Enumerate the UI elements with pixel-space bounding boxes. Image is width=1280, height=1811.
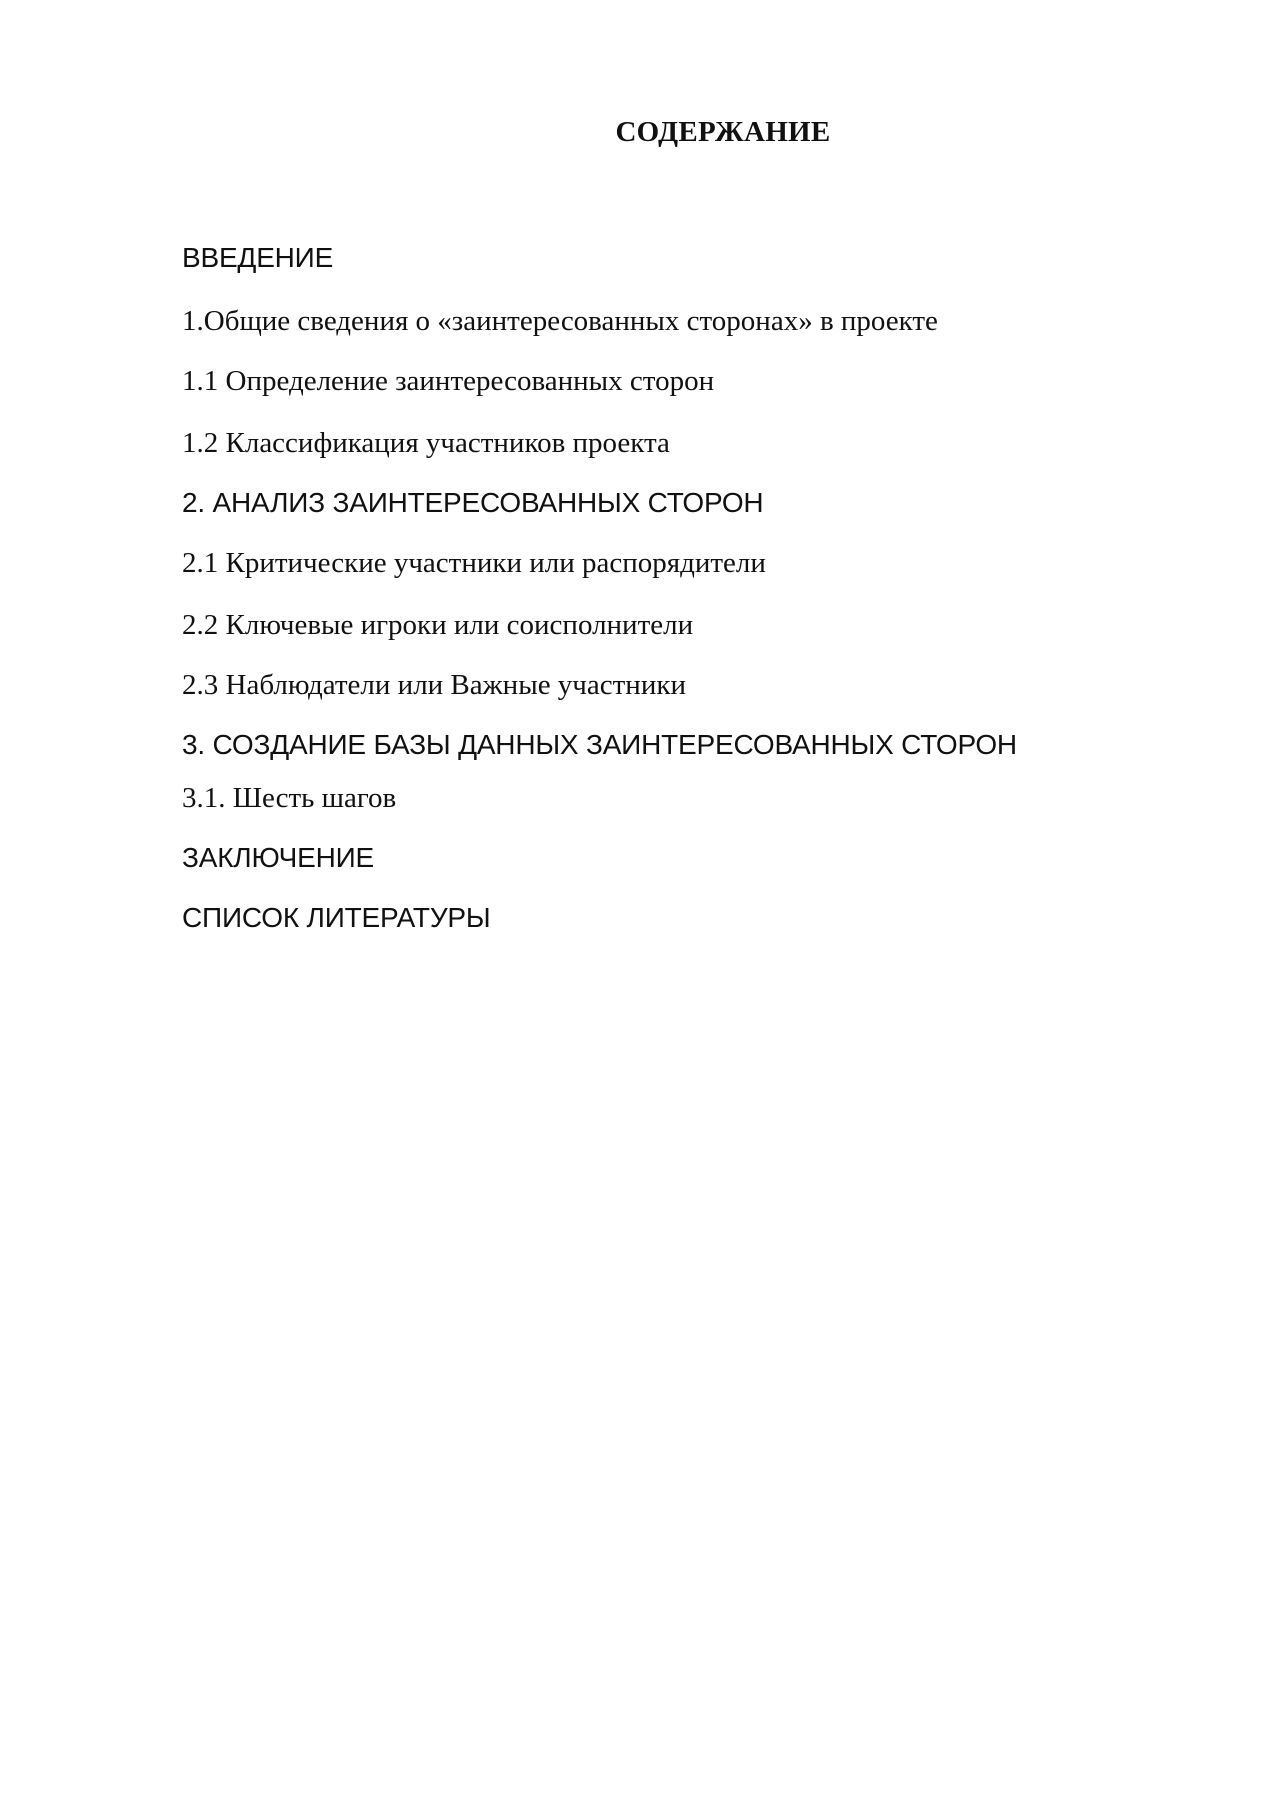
- toc-item-conclusion: ЗАКЛЮЧЕНИЕ: [182, 842, 374, 873]
- toc-item-1-2: 1.2 Классификация участников проекта: [182, 427, 670, 459]
- toc-item-introduction: ВВЕДЕНИЕ: [182, 242, 334, 273]
- toc-item-2-1: 2.1 Критические участники или распорядители: [182, 547, 766, 579]
- toc-item-1: 1.Общие сведения о «заинтересованных сторонах» в проекте: [182, 305, 938, 337]
- toc-item-references: СПИСОК ЛИТЕРАТУРЫ: [182, 902, 491, 933]
- toc-item-3: 3. СОЗДАНИЕ БАЗЫ ДАННЫХ ЗАИНТЕРЕСОВАННЫХ СТОРОН: [182, 729, 1017, 760]
- toc-item-3-1: 3.1. Шесть шагов: [182, 782, 397, 814]
- toc-item-2: 2. АНАЛИЗ ЗАИНТЕРЕСОВАННЫХ СТОРОН: [182, 487, 764, 518]
- toc-item-2-2: 2.2 Ключевые игроки или соисполнители: [182, 609, 694, 641]
- toc-item-2-3: 2.3 Наблюдатели или Важные участники: [182, 669, 686, 701]
- page-title: СОДЕРЖАНИЕ: [615, 116, 831, 148]
- toc-item-1-1: 1.1 Определение заинтересованных сторон: [182, 365, 715, 397]
